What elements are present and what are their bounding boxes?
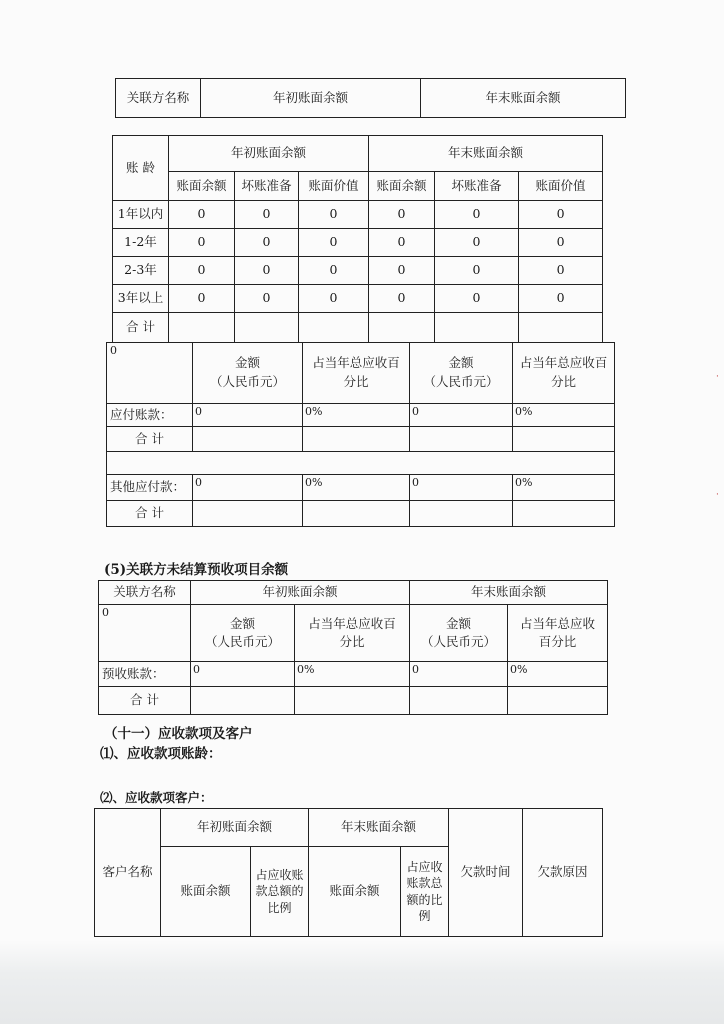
- pct-label: 百分比: [538, 634, 577, 650]
- cell: [410, 500, 513, 526]
- accounts-payable-label: 应付账款：: [107, 403, 193, 426]
- cell: 0: [435, 257, 519, 285]
- book-balance-header: 账面余额: [309, 847, 401, 937]
- corner-cell: 0: [107, 343, 193, 404]
- scan-mark: ·: [716, 372, 719, 382]
- cell: [410, 427, 513, 452]
- related-party-name-header: 关联方名称: [99, 581, 191, 605]
- currency-label: （人民币元）: [421, 634, 497, 650]
- ratio-line: 例: [418, 908, 431, 923]
- amount-label: 金额: [229, 615, 255, 631]
- ratio-line: 款总额的: [255, 884, 304, 899]
- cell: 0%: [513, 475, 615, 500]
- aging-table: [112, 135, 603, 343]
- pct-label: 分比: [339, 634, 365, 650]
- cell: 0: [235, 229, 299, 257]
- table-row: [113, 285, 603, 313]
- currency-label: （人民币元）: [209, 373, 285, 389]
- sub-header: 坏账准备: [435, 172, 519, 201]
- ratio-line: 额的比: [406, 892, 443, 907]
- scan-mark: ·: [716, 490, 719, 500]
- cell: [435, 313, 519, 343]
- cell: [299, 313, 369, 343]
- closing-balance-header: 年末账面余额: [421, 79, 626, 118]
- cell: 0: [369, 201, 435, 229]
- percentage-header: [303, 343, 410, 404]
- cell: 0: [435, 285, 519, 313]
- percentage-header: [508, 605, 608, 662]
- amount-header: [193, 343, 303, 404]
- percentage-header: [295, 605, 410, 662]
- pct-label: 占当年总应收: [520, 615, 596, 631]
- cell: [193, 500, 303, 526]
- table-row: [99, 686, 608, 714]
- closing-balance-header: 年末账面余额: [410, 581, 608, 605]
- opening-balance-header: 年初账面余额: [169, 136, 369, 172]
- related-party-name-header: 关联方名称: [116, 79, 201, 118]
- cell: [303, 427, 410, 452]
- cell: [235, 313, 299, 343]
- sub-header: 账面价值: [519, 172, 603, 201]
- amount-header: [410, 605, 508, 662]
- payables-table: [106, 342, 615, 527]
- cell: 0: [369, 229, 435, 257]
- spacer-row: [107, 452, 615, 475]
- cell: [508, 686, 608, 714]
- row-label: 1-2年: [113, 229, 169, 257]
- total-label: 合 计: [113, 313, 169, 343]
- total-label: 合 计: [107, 427, 193, 452]
- table-row: [113, 229, 603, 257]
- cell: 0: [519, 201, 603, 229]
- cell: 0: [193, 403, 303, 426]
- pct-label: 占当年总应收百: [308, 615, 396, 631]
- ratio-line: 比例: [267, 900, 292, 915]
- cell: 0: [169, 285, 235, 313]
- cell: 0%: [508, 662, 608, 686]
- cell: 0: [369, 257, 435, 285]
- cell: [169, 313, 235, 343]
- cell: [513, 427, 615, 452]
- cell: 0: [299, 201, 369, 229]
- section-11-sub2: ⑵、应收款项客户：: [100, 790, 213, 805]
- ratio-line: 账款总: [406, 876, 443, 891]
- arrears-time-header: 欠款时间: [449, 809, 523, 937]
- amount-label: 金额: [448, 355, 474, 371]
- table-row: [113, 201, 603, 229]
- cell: 0: [410, 662, 508, 686]
- ratio-header: [401, 847, 449, 937]
- cell: 0: [299, 285, 369, 313]
- cell: 0: [519, 257, 603, 285]
- cell: [410, 686, 508, 714]
- cell: 0: [235, 257, 299, 285]
- cell: 0: [193, 475, 303, 500]
- cell: 0: [519, 285, 603, 313]
- table-row: [107, 427, 615, 452]
- table-row: [107, 475, 615, 500]
- table-row: [113, 313, 603, 343]
- closing-balance-header: 年末账面余额: [369, 136, 603, 172]
- table-row: [99, 662, 608, 686]
- percentage-header: [513, 343, 615, 404]
- cell: 0%: [513, 403, 615, 426]
- ratio-header: [251, 847, 309, 937]
- cell: [303, 500, 410, 526]
- row-label: 1年以内: [113, 201, 169, 229]
- cell: 0: [299, 229, 369, 257]
- cell: 0: [169, 201, 235, 229]
- section-11-sub1: ⑴、应收款项账龄：: [100, 746, 222, 762]
- sub-header: 账面余额: [169, 172, 235, 201]
- table-row: [107, 403, 615, 426]
- table-row: [113, 257, 603, 285]
- currency-label: （人民币元）: [204, 634, 280, 650]
- table-row: [107, 500, 615, 526]
- cell: 0: [435, 201, 519, 229]
- cell: 0%: [295, 662, 410, 686]
- currency-label: （人民币元）: [423, 373, 499, 389]
- row-label: 3年以上: [113, 285, 169, 313]
- corner-cell: 0: [99, 605, 191, 662]
- cell: 0%: [303, 403, 410, 426]
- opening-balance-header: 年初账面余额: [161, 809, 309, 847]
- sub-header: 坏账准备: [235, 172, 299, 201]
- advance-receipts-table: [98, 580, 608, 715]
- cell: 0%: [303, 475, 410, 500]
- aging-header: 账 龄: [113, 136, 169, 201]
- section-5-title: (5)关联方未结算预收项目余额: [104, 562, 289, 578]
- pct-label: 占当年总应收百: [312, 355, 400, 371]
- total-label: 合 计: [107, 500, 193, 526]
- pct-label: 占当年总应收百: [519, 355, 608, 371]
- ratio-line: 占应收: [406, 860, 443, 875]
- receivables-customer-table: [94, 808, 603, 937]
- cell: [519, 313, 603, 343]
- total-label: 合 计: [99, 686, 191, 714]
- cell: 0: [369, 285, 435, 313]
- related-party-header-table: [115, 78, 626, 118]
- cell: 0: [169, 257, 235, 285]
- cell: 0: [519, 229, 603, 257]
- section-11-title: （十一）应收款项及客户: [104, 726, 253, 742]
- cell: 0: [410, 403, 513, 426]
- amount-label: 金额: [446, 615, 472, 631]
- amount-label: 金额: [234, 355, 260, 371]
- book-balance-header: 账面余额: [161, 847, 251, 937]
- cell: [513, 500, 615, 526]
- sub-header: 账面价值: [299, 172, 369, 201]
- cell: [193, 427, 303, 452]
- amount-header: [410, 343, 513, 404]
- cell: 0: [191, 662, 295, 686]
- other-payables-label: 其他应付款：: [107, 475, 193, 500]
- cell: [369, 313, 435, 343]
- customer-name-header: 客户名称: [95, 809, 161, 937]
- pct-label: 分比: [550, 373, 576, 389]
- closing-balance-header: 年末账面余额: [309, 809, 449, 847]
- opening-balance-header: 年初账面余额: [201, 79, 421, 118]
- cell: 0: [435, 229, 519, 257]
- opening-balance-header: 年初账面余额: [191, 581, 410, 605]
- cell: 0: [299, 257, 369, 285]
- arrears-reason-header: 欠款原因: [523, 809, 603, 937]
- cell: [295, 686, 410, 714]
- cell: [191, 686, 295, 714]
- cell: 0: [169, 229, 235, 257]
- cell: 0: [235, 201, 299, 229]
- row-label: 2-3年: [113, 257, 169, 285]
- sub-header: 账面余额: [369, 172, 435, 201]
- cell: 0: [410, 475, 513, 500]
- amount-header: [191, 605, 295, 662]
- pct-label: 分比: [343, 373, 369, 389]
- cell: 0: [235, 285, 299, 313]
- scan-shadow: [0, 940, 724, 1024]
- advance-receipts-label: 预收账款：: [99, 662, 191, 686]
- ratio-line: 占应收账: [255, 868, 304, 883]
